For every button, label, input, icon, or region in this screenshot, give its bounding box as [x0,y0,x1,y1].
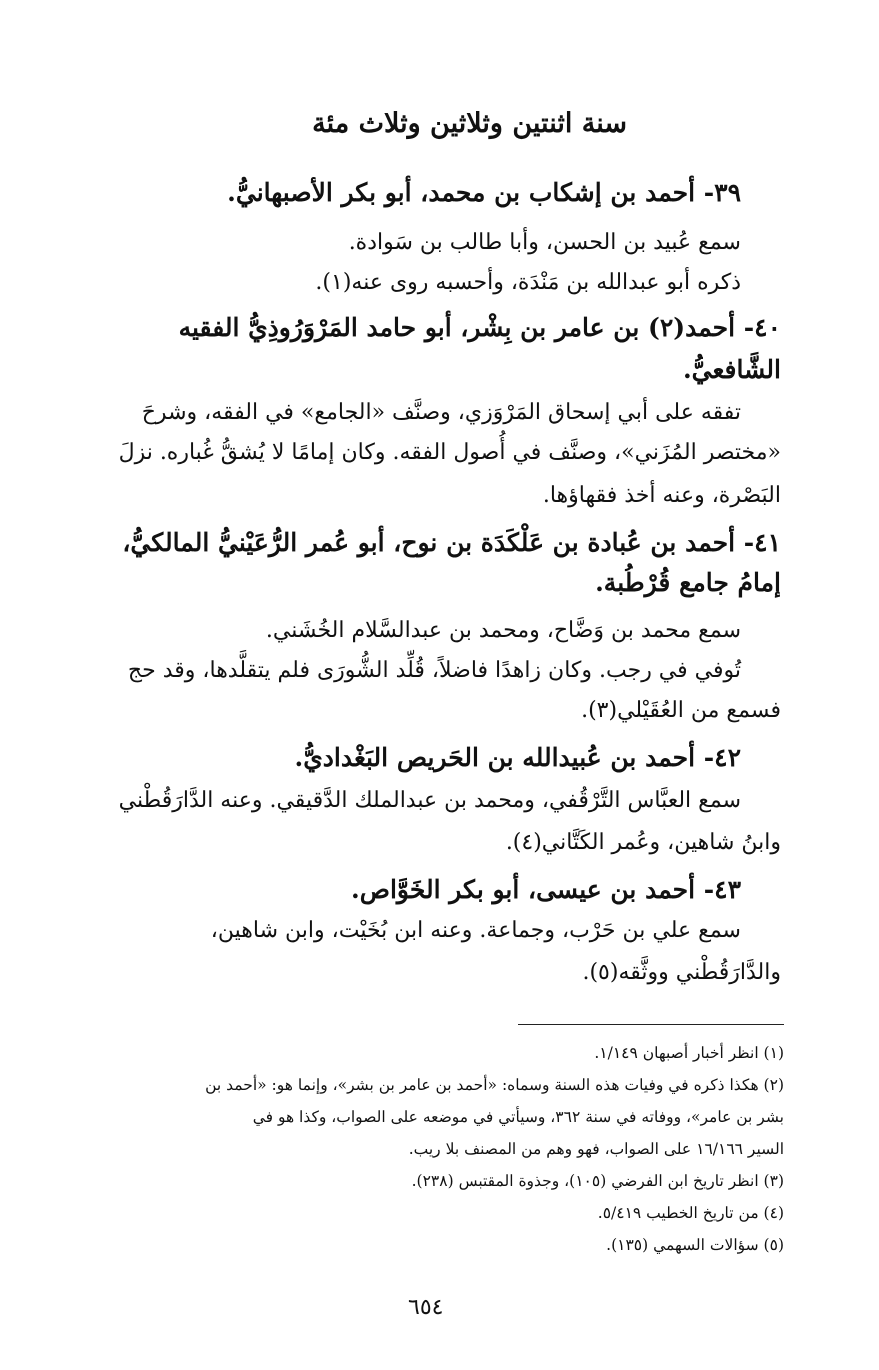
entry-heading-42: ٤٢- أحمد بن عُبيدالله بن الحَريص البَغْداديُّ. [294,743,741,772]
entry-text-line: والدَّارَقُطْني ووثَّقه(٥). [582,960,781,985]
entry-heading-43: ٤٣- أحمد بن عيسى، أبو بكر الخَوَّاص. [351,875,741,904]
entry-text-line: سمع العبَّاس التَّرْقُفي، ومحمد بن عبدالملك الدَّقيقي. وعنه الدَّارَقُطْني [118,788,741,813]
entry-text-line: ذكره أبو عبدالله بن مَنْدَة، وأحسبه روى عنه(١). [315,270,741,295]
entry-text-line: تفقه على أبي إسحاق المَرْوَزي، وصنَّف «الجامع» في الفقه، وشرحَ [141,400,741,425]
footnote-4: (٤) من تاريخ الخطيب ٥/٤١٩. [597,1204,784,1222]
footnote-2: (٢) هكذا ذكره في وفيات هذه السنة وسماه: «أحمد بن عامر بن بشر»، وإنما هو: «أحمد بن [205,1076,784,1094]
footnote-divider [518,1024,784,1025]
entry-heading-line: إمامُ جامع قُرْطُبة. [595,568,781,597]
entry-heading-line: الشَّافعيُّ. [682,355,781,384]
footnote-2-cont: السير ١٦/١٦٦ على الصواب، فهو وهم من المصنف بلا ريب. [408,1140,784,1158]
entry-text-line: سمع محمد بن وَضَّاح، ومحمد بن عبدالسَّلام الخُشَني. [265,618,741,643]
entry-text-line: وابنُ شاهين، وعُمر الكَتَّاني(٤). [505,830,781,855]
entry-text-line: فسمع من العُقَيْلي(٣). [581,698,781,723]
page-title: سنة اثنتين وثلاثين وثلاث مئة [312,108,627,139]
footnote-3: (٣) انظر تاريخ ابن الفرضي (١٠٥)، وجذوة المقتبس (٢٣٨). [411,1172,784,1190]
entry-heading-41: ٤١- أحمد بن عُبادة بن عَلْكَدَة بن نوح، أبو عُمر الرُّعَيْنيُّ المالكيُّ، [122,528,781,557]
entry-text-line: «مختصر المُزَني»، وصنَّف في أُصول الفقه. وكان إمامًا لا يُشقُّ غُباره. نزلَ [118,440,781,465]
page-number: ٦٥٤ [408,1295,444,1320]
entry-text-line: تُوفي في رجب. وكان زاهدًا فاضلاً، قُلِّد الشُّورَى فلم يتقلَّدها، وقد حج [127,658,741,683]
footnote-2-cont: بشر بن عامر»، ووفاته في سنة ٣٦٢، وسيأتي في موضعه على الصواب، وكذا هو في [252,1108,784,1126]
entry-text-line: سمع عُبيد بن الحسن، وأبا طالب بن سَوادة. [348,230,741,255]
footnote-5: (٥) سؤالات السهمي (١٣٥). [606,1236,784,1254]
footnote-1: (١) انظر أخبار أصبهان ١/١٤٩. [594,1044,784,1062]
entry-heading-40: ٤٠- أحمد(٢) بن عامر بن بِشْر، أبو حامد المَرْوَرُوذِيُّ الفقيه [178,313,781,342]
entry-text-line: سمع علي بن حَرْب، وجماعة. وعنه ابن بُخَيْت، وابن شاهين، [210,918,741,943]
entry-heading-39: ٣٩- أحمد بن إشكاب بن محمد، أبو بكر الأصبهانيُّ. [227,178,741,207]
entry-text-line: البَصْرة، وعنه أخذ فقهاؤها. [542,483,781,508]
